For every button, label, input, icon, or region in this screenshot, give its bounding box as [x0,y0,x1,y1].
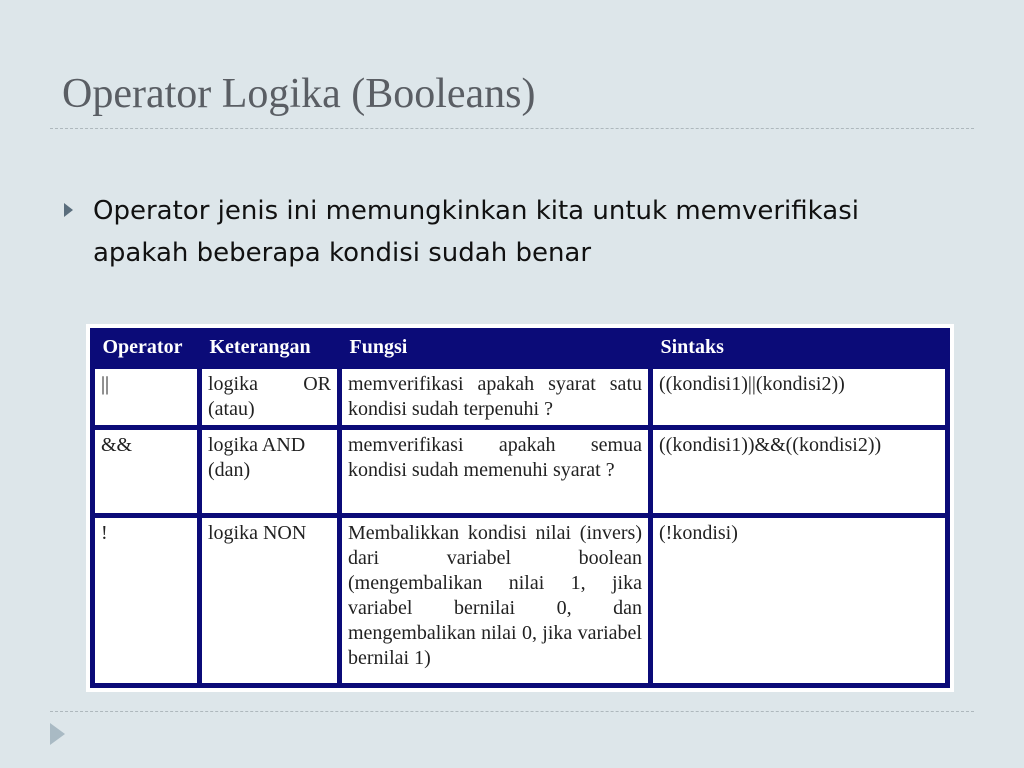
cell-operator: && [93,428,200,516]
cell-sintaks: ((kondisi1))&&((kondisi2)) [651,428,948,516]
operator-table [90,328,950,688]
cell-fungsi: memverifikasi apakah semua kondisi sudah memenuhi syarat ? [340,428,651,516]
operator-table-frame [86,324,954,692]
cell-operator: || [93,367,200,428]
cell-sintaks: ((kondisi1)||(kondisi2)) [651,367,948,428]
bullet-text: Operator jenis ini memungkinkan kita untuk memverifikasi apakah beberapa kondisi sudah benar [93,196,859,268]
table-row [93,367,948,428]
header-keterangan: Keterangan [209,335,311,358]
cell-keterangan: logika AND (dan) [200,428,340,516]
cell-keterangan: logika NON [200,516,340,686]
header-fungsi: Fungsi [349,335,408,358]
bullet-item [64,190,944,274]
footer-arrow-icon [50,723,65,745]
cell-keterangan: logika OR (atau) [200,367,340,428]
bullet-triangle-icon [64,203,73,217]
header-operator: Operator [102,335,183,358]
title-divider [50,128,974,129]
table-header-row [93,328,948,367]
slide-title: Operator Logika (Booleans) [62,71,536,117]
cell-fungsi: Membalikkan kondisi nilai (invers) dari variabel boolean (mengembalikan nilai 1, jika variabel bernilai 0, dan mengembalikan nilai 0, jika variabel bernilai 1) [340,516,651,686]
cell-sintaks: (!kondisi) [651,516,948,686]
table-row [93,428,948,516]
table-row [93,516,948,686]
footer-divider [50,711,974,712]
cell-operator: ! [93,516,200,686]
header-sintaks: Sintaks [660,335,724,358]
cell-fungsi: memverifikasi apakah syarat satu kondisi sudah terpenuhi ? [340,367,651,428]
